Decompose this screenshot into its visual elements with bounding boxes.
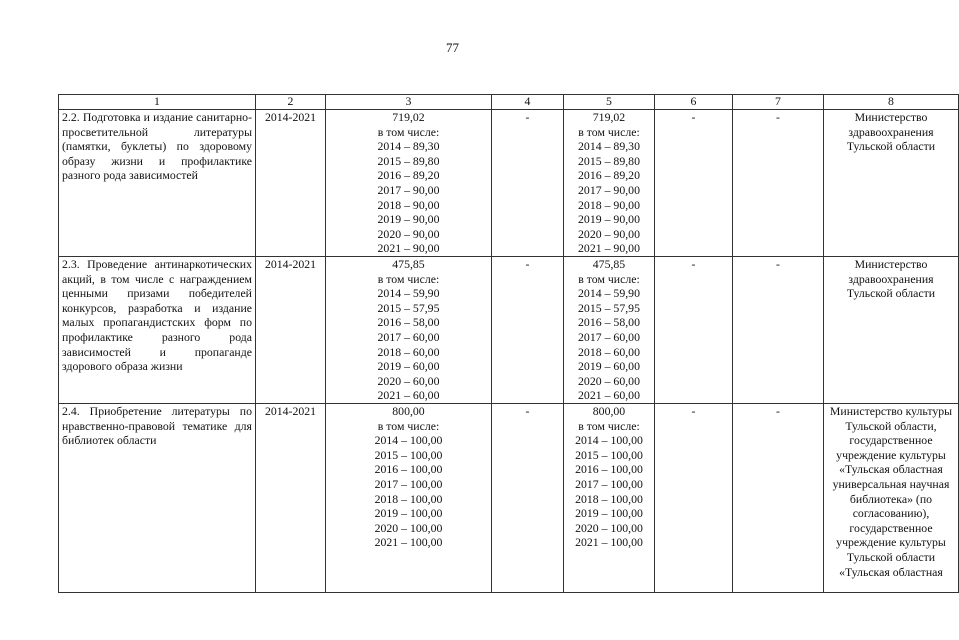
table-row — [59, 257, 959, 404]
table-row — [59, 110, 959, 257]
amount-line: 2015 – 57,95 — [377, 300, 440, 315]
measure-description: 2.3. Проведение антинаркотических акций, в том числе с награждением ценными призами победителей конкурсов, разработка и издание малых пропагандистских форм по профилактике разного рода зависимостей и пропаганде здорового образа жизни — [59, 257, 256, 404]
amount-line: 2018 – 100,00 — [575, 491, 643, 506]
amount-line: 2019 – 100,00 — [575, 506, 643, 521]
measure-description: 2.4. Приобретение литературы по нравственно-правовой тематике для библиотек области — [59, 404, 256, 593]
amount-line: в том числе: — [377, 418, 440, 433]
amount-line: 800,00 — [592, 404, 626, 418]
amount-line: 2015 – 100,00 — [575, 447, 643, 462]
amount-line: 2017 – 90,00 — [578, 182, 640, 197]
total-funding — [326, 110, 492, 257]
amount-line: 475,85 — [392, 257, 425, 271]
amount-line: 2019 – 90,00 — [377, 212, 440, 227]
col4-value: - — [492, 404, 564, 593]
col6-value: - — [655, 404, 733, 593]
amount-line: 2016 – 58,00 — [377, 315, 440, 330]
implementation-period: 2014-2021 — [256, 404, 326, 593]
header-cell-3: 3 — [326, 95, 492, 110]
amount-line: 2017 – 100,00 — [575, 476, 643, 491]
amount-line: 2014 – 59,90 — [578, 286, 640, 301]
amount-line: 2015 – 89,80 — [377, 153, 440, 168]
amount-line: 2017 – 60,00 — [377, 329, 440, 344]
amount-line: 2020 – 60,00 — [578, 373, 640, 388]
header-cell-6: 6 — [655, 95, 733, 110]
amount-line: 2016 – 89,20 — [377, 168, 440, 183]
amount-line: в том числе: — [578, 271, 640, 286]
col7-value: - — [733, 404, 824, 593]
col6-value: - — [655, 110, 733, 257]
table-body — [59, 110, 959, 593]
implementation-period: 2014-2021 — [256, 110, 326, 257]
amount-line: 2016 – 89,20 — [578, 168, 640, 183]
amount-line: 2018 – 90,00 — [377, 197, 440, 212]
header-cell-4: 4 — [492, 95, 564, 110]
amount-line: 2014 – 89,30 — [377, 139, 440, 154]
amount-line: 2014 – 89,30 — [578, 139, 640, 154]
amount-line: 2021 – 100,00 — [374, 535, 443, 550]
header-row — [59, 95, 959, 110]
amount-line: в том числе: — [578, 124, 640, 139]
measure-description: 2.2. Подготовка и издание санитарно-просветительной литературы (памятки, буклеты) по здоровому образу жизни и профилактике разного рода зависимостей — [59, 110, 256, 257]
amount-line: 2020 – 100,00 — [374, 520, 443, 535]
regional-budget-funding — [564, 404, 655, 593]
amount-line: 475,85 — [592, 257, 626, 271]
col7-value: - — [733, 110, 824, 257]
amount-line: 2017 – 90,00 — [377, 182, 440, 197]
amount-line: 2018 – 90,00 — [578, 197, 640, 212]
amount-line: 2014 – 59,90 — [377, 286, 440, 301]
regional-budget-funding — [564, 257, 655, 404]
header-cell-5: 5 — [564, 95, 655, 110]
amount-line: 2018 – 60,00 — [578, 344, 640, 359]
amount-line: в том числе: — [578, 418, 640, 433]
amount-line: 2020 – 90,00 — [377, 226, 440, 241]
amount-line: 2019 – 60,00 — [578, 359, 640, 374]
amount-line: 2021 – 90,00 — [377, 241, 440, 256]
amount-line: 2020 – 90,00 — [578, 226, 640, 241]
amount-line: 2014 – 100,00 — [374, 433, 443, 448]
table-row — [59, 404, 959, 593]
amount-line: 2021 – 60,00 — [578, 388, 640, 403]
amount-line: в том числе: — [377, 124, 440, 139]
amount-line: 719,02 — [592, 110, 626, 124]
amount-line: 2021 – 60,00 — [377, 388, 440, 403]
total-funding — [326, 257, 492, 404]
amount-line: 2019 – 100,00 — [374, 506, 443, 521]
amount-line: 2016 – 58,00 — [578, 315, 640, 330]
col6-value: - — [655, 257, 733, 404]
amount-line: 2015 – 100,00 — [374, 447, 443, 462]
amount-line: 2015 – 57,95 — [578, 300, 640, 315]
amount-line: 2014 – 100,00 — [575, 433, 643, 448]
responsible-executor: Министерство культуры Тульской области, государственное учреждение культуры «Тульская областная универсальная научная библиотека» (по согласованию), государственное учреждение культуры Тульской области «Тульская областная — [824, 404, 959, 593]
amount-line: 719,02 — [392, 110, 425, 124]
measures-table — [58, 94, 959, 593]
implementation-period: 2014-2021 — [256, 257, 326, 404]
amount-line: 2016 – 100,00 — [575, 462, 643, 477]
page-number: 77 — [446, 40, 459, 55]
amount-line: 2016 – 100,00 — [374, 462, 443, 477]
amount-line: 800,00 — [392, 404, 425, 418]
header-cell-2: 2 — [256, 95, 326, 110]
amount-line: 2020 – 60,00 — [377, 373, 440, 388]
amount-line: 2019 – 90,00 — [578, 212, 640, 227]
amount-line: 2021 – 90,00 — [578, 241, 640, 256]
amount-line: в том числе: — [377, 271, 440, 286]
responsible-executor: Министерство здравоохранения Тульской области — [824, 257, 959, 404]
col7-value: - — [733, 257, 824, 404]
total-funding — [326, 404, 492, 593]
col4-value: - — [492, 110, 564, 257]
amount-line: 2019 – 60,00 — [377, 359, 440, 374]
amount-line: 2017 – 100,00 — [374, 476, 443, 491]
amount-line: 2017 – 60,00 — [578, 329, 640, 344]
responsible-executor: Министерство здравоохранения Тульской области — [824, 110, 959, 257]
amount-line: 2020 – 100,00 — [575, 520, 643, 535]
regional-budget-funding — [564, 110, 655, 257]
amount-line: 2018 – 100,00 — [374, 491, 443, 506]
col4-value: - — [492, 257, 564, 404]
header-cell-8: 8 — [824, 95, 959, 110]
header-cell-7: 7 — [733, 95, 824, 110]
amount-line: 2018 – 60,00 — [377, 344, 440, 359]
amount-line: 2015 – 89,80 — [578, 153, 640, 168]
header-cell-1: 1 — [59, 95, 256, 110]
amount-line: 2021 – 100,00 — [575, 535, 643, 550]
